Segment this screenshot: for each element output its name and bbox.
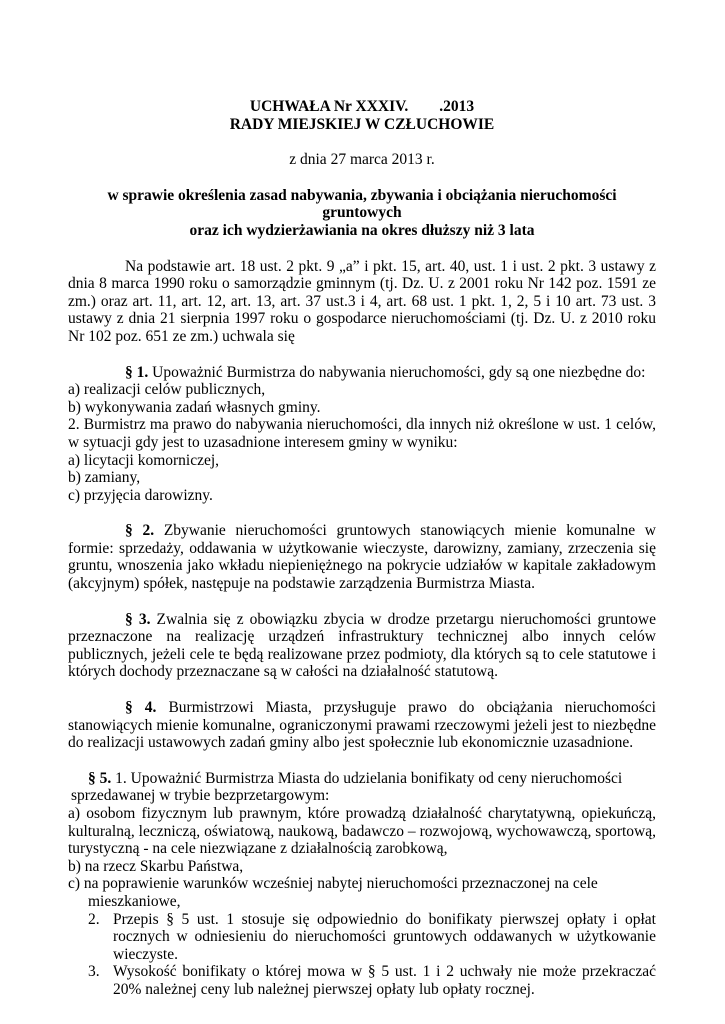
section-5-intro (68, 770, 656, 788)
section-1-mark: § 1. (125, 363, 149, 381)
section-3 (68, 611, 656, 681)
section-5-paragraph-2 (68, 911, 656, 964)
section-5-item-a: a) osobom fizycznym lub prawnym, które prowadzą działalność charytatywną, opiekuńczą, kulturalną, leczniczą, oświatową, naukową, badawczo – rozwojową, wychowawczą, sportową, turystyczną - na cele niezwiązane z działalnością zarobkową, (68, 805, 656, 858)
section-1-item-a2: a) licytacji komorniczej, (68, 451, 220, 469)
section-5-item-b: b) na rzecz Skarbu Państwa, (68, 857, 244, 875)
section-5-paragraph-2-number: 2. (88, 910, 100, 928)
section-5-item-c: c) na poprawienie warunków wcześniej nabytej nieruchomości przeznaczonej na cele (68, 875, 598, 893)
section-1-paragraph-2: 2. Burmistrz ma prawo do nabywania nieruchomości, dla innych niż określone w ust. 1 celów, w sytuacji gdy jest to uzasadnione interesem gminy w wyniku: (68, 416, 656, 451)
section-2-text: Zbywanie nieruchomości gruntowych stanowiących mienie komunalne w formie: sprzedaży, oddawania w użytkowanie wieczyste, darowizny, zamiany, zrzeczenia się gruntu, wnoszenia jako wkładu niepieniężnego na pokrycie udziałów w kapitale zakładowym (akcyjnym) spółek, następuje na podstawie zarządzenia Burmistrza Miasta. (68, 522, 656, 593)
section-5 (68, 770, 656, 999)
section-3-mark: § 3. (125, 610, 151, 628)
section-1 (68, 364, 656, 505)
section-5-paragraph-3-text: Wysokość bonifikaty o której mowa w § 5 ust. 1 i 2 uchwały nie może przekraczać 20% należnej ceny lub należnej pierwszej opłaty lub opłaty rocznej. (113, 963, 656, 998)
section-4-mark: § 4. (125, 699, 157, 717)
section-5-item-c-cont: mieszkaniowe, (88, 892, 181, 910)
section-2 (68, 522, 656, 592)
section-5-text: 1. Upoważnić Burmistrza Miasta do udzielania bonifikaty od ceny nieruchomości (111, 769, 623, 787)
council-name: RADY MIEJSKIEJ W CZŁUCHOWIE (229, 115, 495, 133)
subject-line-2: oraz ich wydzierżawiania na okres dłuższy niż 3 lata (189, 221, 535, 239)
section-4 (68, 699, 656, 752)
section-1-item-b2: b) zamiany, (68, 469, 141, 487)
resolution-title: UCHWAŁA Nr XXXIV. .2013 (249, 98, 475, 115)
section-1-intro (68, 364, 656, 382)
preamble: Na podstawie art. 18 ust. 2 pkt. 9 „a” i pkt. 15, art. 40, ust. 1 i ust. 2 pkt. 3 ustawy z dnia 8 marca 1990 roku o samorządzie gminnym (tj. Dz. U. z 2001 roku Nr 142 poz. 1591 ze zm.) oraz art. 11, art. 12, art. 13, art. 37 ust.3 i 4, art. 68 ust. 1 pkt. 1, 2, 5 i 10 art. 73 ust. 3 ustawy z dnia 21 sierpnia 1997 roku o gospodarce nieruchomościami (tj. Dz. U. z 2010 roku Nr 102 poz. 651 ze zm.) uchwala się (68, 257, 656, 345)
section-5-paragraph-3-number: 3. (88, 963, 100, 981)
section-3-text: Zwalnia się z obowiązku zbycia w drodze przetargu nieruchomości gruntowe przeznaczone na realizację urządzeń infrastruktury technicznej albo innych celów publicznych, jeżeli cele te będą realizowane przez podmioty, dla których są to cele statutowe i których dochody przeznaczane są w całości na działalność statutową. (68, 610, 657, 681)
section-5-paragraph-3 (68, 963, 656, 998)
section-1-item-c2: c) przyjęcia darowizny. (68, 486, 213, 504)
subject-line-1: w sprawie określenia zasad nabywania, zbywania i obciążania nieruchomości gruntowych (107, 186, 617, 222)
resolution-date: z dnia 27 marca 2013 r. (289, 151, 435, 169)
section-1-item-a: a) realizacji celów publicznych, (68, 381, 266, 399)
section-5-mark: § 5. (88, 769, 112, 787)
section-1-text: Upoważnić Burmistrza do nabywania nieruchomości, gdy są one niezbędne do: (148, 363, 646, 381)
section-4-text: Burmistrzowi Miasta, przysługuje prawo do obciążania nieruchomości stanowiących mienie komunalne, ograniczonymi prawami rzeczowymi jeżeli jest to niezbędne do realizacji ustawowych zadań gminy albo jest społecznie lub ekonomicznie uzasadnione. (68, 699, 656, 752)
document-page (68, 98, 656, 999)
section-5-intro-cont: sprzedawanej w trybie bezprzetargowym: (71, 787, 330, 805)
section-5-paragraph-2-text: Przepis § 5 ust. 1 stosuje się odpowiednio do bonifikaty pierwszej opłaty i opłat rocznych w odniesieniu do nieruchomości gruntowych oddawanych w użytkowanie wieczyste. (113, 910, 656, 963)
section-1-item-b: b) wykonywania zadań własnych gminy. (68, 398, 321, 416)
section-2-mark: § 2. (125, 522, 155, 540)
